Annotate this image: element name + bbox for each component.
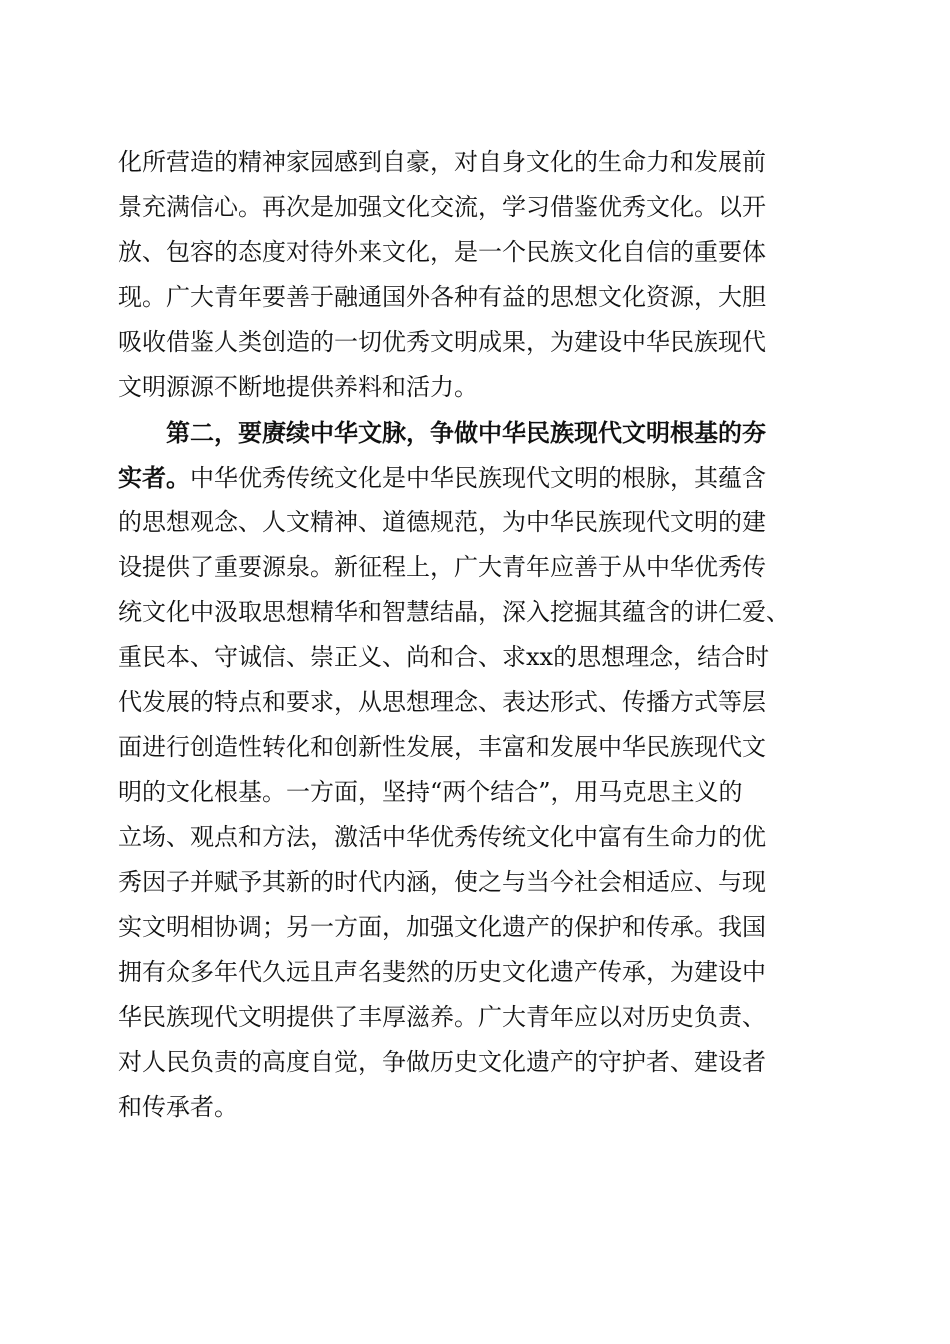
text-line: 重民本、守诚信、崇正义、尚和合、求xx的思想理念，结合时 <box>118 643 770 671</box>
text-line: 的思想观念、人文精神、道德规范，为中华民族现代文明的建 <box>118 508 766 536</box>
text-line: 现。广大青年要善于融通国外各种有益的思想文化资源，大胆 <box>118 283 766 311</box>
document-body <box>118 140 838 1130</box>
text-line: 吸收借鉴人类创造的一切优秀文明成果，为建设中华民族现代 <box>118 328 766 356</box>
paragraph-1 <box>118 140 838 410</box>
text-line: 和传承者。 <box>118 1093 238 1121</box>
text-line: 面进行创造性转化和创新性发展，丰富和发展中华民族现代文 <box>118 733 766 761</box>
text-line: 代发展的特点和要求，从思想理念、表达形式、传播方式等层 <box>118 688 766 716</box>
text-line: 化所营造的精神家园感到自豪，对自身文化的生命力和发展前 <box>118 148 766 176</box>
text-line <box>118 455 838 500</box>
paragraph-2 <box>118 410 838 1130</box>
text-line: 拥有众多年代久远且声名斐然的历史文化遗产传承，为建设中 <box>118 958 766 986</box>
text-line: 对人民负责的高度自觉，争做历史文化遗产的守护者、建设者 <box>118 1048 766 1076</box>
text-line: 放、包容的态度对待外来文化，是一个民族文化自信的重要体 <box>118 238 766 266</box>
text-line: 明的文化根基。一方面，坚持“两个结合”，用马克思主义的 <box>118 778 743 806</box>
text-line: 文明源源不断地提供养料和活力。 <box>118 373 478 401</box>
text-line: 立场、观点和方法，激活中华优秀传统文化中富有生命力的优 <box>118 823 766 851</box>
text-line: 景充满信心。再次是加强文化交流，学习借鉴优秀文化。以开 <box>118 193 766 221</box>
text-line: 秀因子并赋予其新的时代内涵，使之与当今社会相适应、与现 <box>118 868 766 896</box>
text-line: 设提供了重要源泉。新征程上，广大青年应善于从中华优秀传 <box>118 553 766 581</box>
section-heading: 第二，要赓续中华文脉，争做中华民族现代文明根基的夯 <box>166 418 766 447</box>
section-heading-end: 实者。 <box>118 463 190 492</box>
text-line: 统文化中汲取思想精华和智慧结晶，深入挖掘其蕴含的讲仁爱、 <box>118 598 790 626</box>
text-span: 中华优秀传统文化是中华民族现代文明的根脉，其蕴含 <box>190 464 766 492</box>
text-line: 华民族现代文明提供了丰厚滋养。广大青年应以对历史负责、 <box>118 1003 766 1031</box>
text-line: 实文明相协调；另一方面，加强文化遗产的保护和传承。我国 <box>118 913 766 941</box>
